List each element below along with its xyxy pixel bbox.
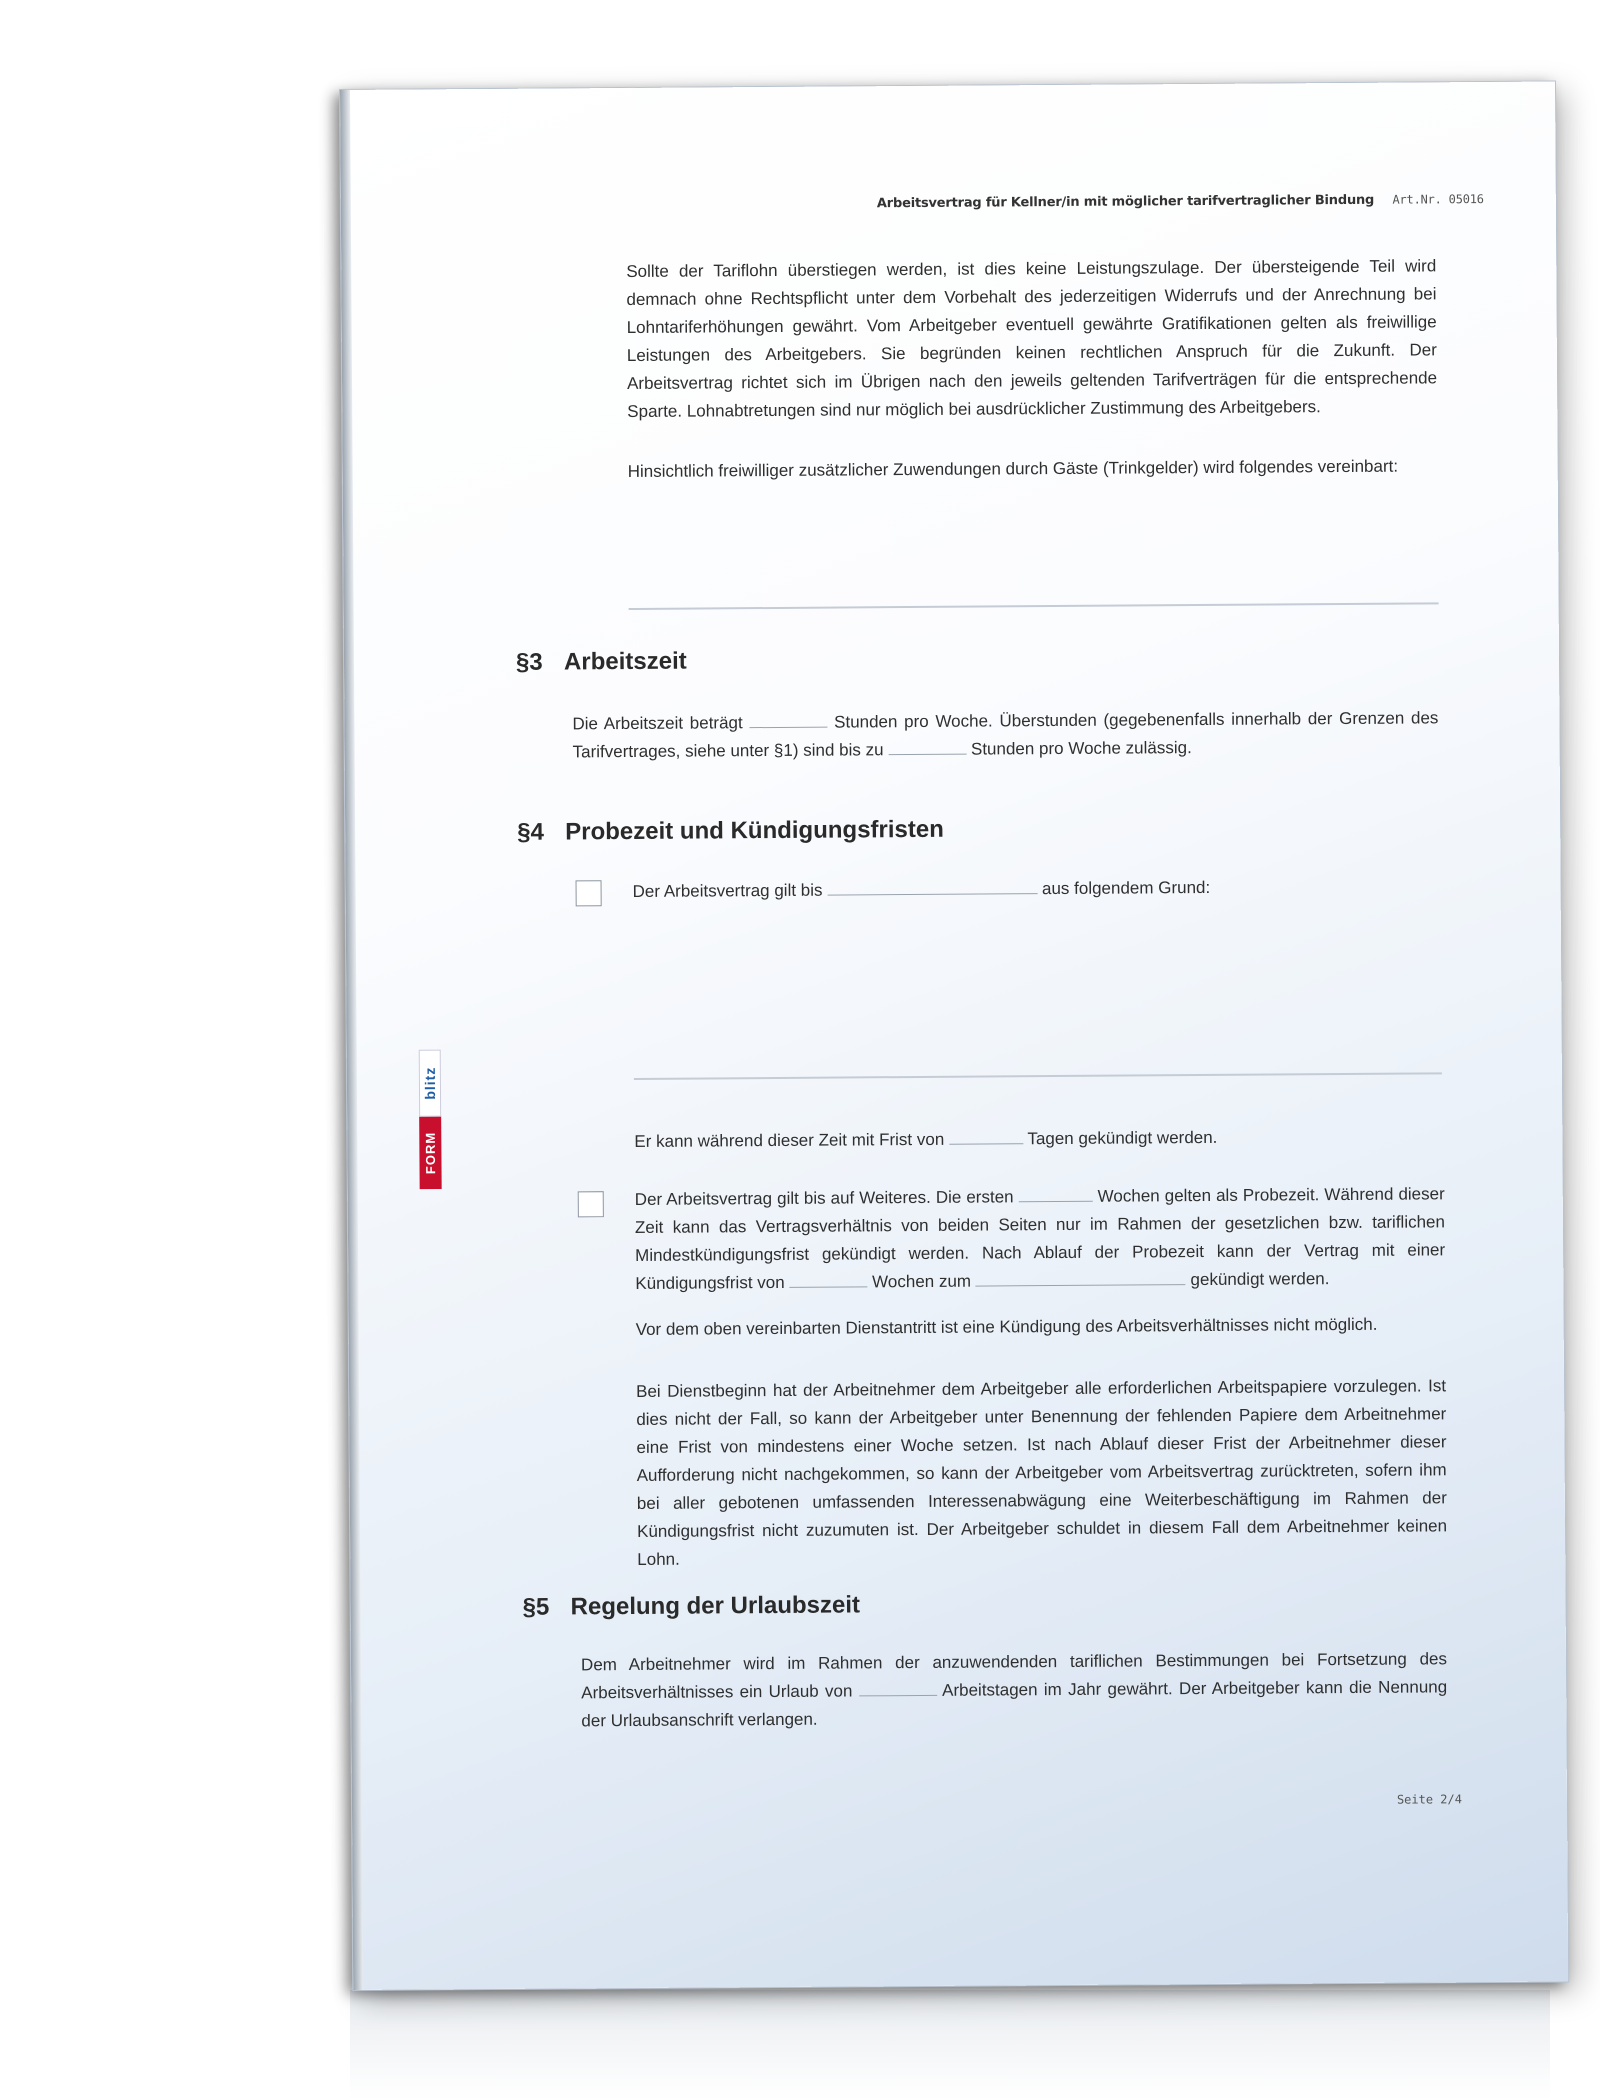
section-5-title: Regelung der Urlaubszeit [570, 1591, 861, 1621]
unbefristet-text-3: Wochen zum [872, 1271, 972, 1292]
page-header [877, 192, 1484, 211]
section-4-heading [517, 816, 944, 847]
befristet-date-field[interactable] [827, 877, 1037, 895]
hours-per-week-field[interactable] [749, 711, 827, 729]
paragraph-trinkgelder: Hinsichtlich freiwilliger zusätzlicher Zuwendungen durch Gäste (Trinkgelder) wird folgendes vereinbart: [627, 456, 1399, 482]
section-5-heading [523, 1591, 861, 1621]
page-number: Seite 2/4 [1396, 1792, 1463, 1807]
urlaub-days-field[interactable] [859, 1679, 937, 1697]
section-5-text [581, 1645, 1448, 1735]
urlaub-text-2: Arbeitstagen im Jahr gewährt. Der Arbeitgeber kann die Nennung der Urlaubsanschrift verlangen. [581, 1677, 1448, 1731]
logo-form-text: FORM [419, 1117, 442, 1190]
section-4-title: Probezeit und Kündigungsfristen [565, 815, 944, 846]
article-number: Art.Nr. 05016 [1392, 192, 1484, 207]
option-befristet-text [633, 872, 1443, 906]
option-unbefristet-checkbox[interactable] [578, 1191, 604, 1217]
paragraph-tariflohn: Sollte der Tariflohn überstiegen werden, ist dies keine Leistungszulage. Der übersteigende Teil wird demnach ohne Rechtspflicht unter dem Vorbehalt des jederzeitigen Widerrufs und der Anrechnung bei Lohntariferhöhungen gewährt. Vom Arbeitgeber eventuell gewährte Gratifikationen gelten als freiwillige Leistungen des Arbeitgebers. Sie begründen keinen rechtlichen Anspruch für die Zukunft. Der Arbeitsvertrag richtet sich im Übrigen nach den jeweils geltenden Tarifverträgen für die entsprechende Sparte. Lohnabtretungen sind nur möglich bei ausdrücklicher Zustimmung des Arbeitgebers. [626, 256, 1438, 422]
frist-text-1: Er kann während dieser Zeit mit Frist von [634, 1129, 945, 1151]
unbefristet-text-1: Der Arbeitsvertrag gilt bis auf Weiteres. Die ersten [634, 1187, 1014, 1209]
document-page [340, 82, 1568, 1990]
kuendigungsfrist-weeks-field[interactable] [789, 1270, 867, 1288]
frist-days-field[interactable] [949, 1127, 1023, 1145]
overtime-hours-field[interactable] [888, 738, 966, 756]
section-3-title: Arbeitszeit [563, 647, 687, 676]
kuendigung-zum-field[interactable] [976, 1268, 1186, 1286]
unbefristet-text-4: gekündigt werden. [1190, 1269, 1330, 1290]
option-befristet-checkbox[interactable] [576, 880, 602, 906]
document-title: Arbeitsvertrag für Kellner/in mit möglicher tarifvertraglicher Bindung [876, 192, 1375, 212]
grund-entry-line[interactable] [634, 1072, 1442, 1080]
urlaub-text-1: Dem Arbeitnehmer wird im Rahmen der anzuwendenden tariflichen Bestimmungen bei Fortsetzung des Arbeitsverhältnisses ein Urlaub von [580, 1649, 1448, 1703]
section-4-number: §4 [517, 818, 544, 846]
trinkgeld-entry-line[interactable] [629, 602, 1439, 610]
arbeitszeit-text-2: Stunden pro Woche. Überstunden (gegebenenfalls innerhalb der Grenzen des Tarifvertrages, siehe unter §1) sind bis zu [572, 708, 1439, 762]
befristet-text-1: Der Arbeitsvertrag gilt bis [632, 880, 823, 901]
page-edge [340, 90, 363, 1990]
frist-text-2: Tagen gekündigt werden. [1027, 1127, 1218, 1149]
option-unbefristet-text [635, 1180, 1446, 1298]
paragraph-dienstantritt: Vor dem oben vereinbarten Dienstantritt ist eine Kündigung des Arbeitsverhältnisses nicht möglich. [635, 1314, 1378, 1339]
frist-text [634, 1122, 1444, 1156]
section-5-number: §5 [522, 1593, 550, 1621]
arbeitszeit-text-1: Die Arbeitszeit beträgt [572, 713, 743, 734]
section-3-number: §3 [515, 648, 543, 676]
formblitz-logo [419, 1049, 442, 1189]
section-3-text [572, 704, 1438, 766]
logo-blitz-text: blitz [419, 1049, 441, 1116]
unbefristet-text-2: Wochen gelten als Probezeit. Während dieser Zeit kann das Vertragsverhältnis von beiden Seiten nur im Rahmen der gesetzlichen bzw. tariflichen Mindestkündigungsfrist gekündigt werden. Nach Ablauf der Probezeit kann der Vertrag mit einer Kündigungsfrist von [634, 1184, 1446, 1293]
section-3-heading [516, 648, 687, 677]
page-reflection [350, 1990, 1550, 2100]
arbeitszeit-text-3: Stunden pro Woche zulässig. [970, 738, 1192, 759]
probezeit-weeks-field[interactable] [1019, 1185, 1093, 1203]
paragraph-arbeitspapiere: Bei Dienstbeginn hat der Arbeitnehmer dem Arbeitgeber alle erforderlichen Arbeitspapiere vorzulegen. Ist dies nicht der Fall, so kann der Arbeitgeber unter Benennung der fehlenden Papiere dem Arbeitnehmer eine Frist von mindestens einer Woche setzen. Ist nach Ablauf dieser Frist der Arbeitnehmer dieser Aufforderung nicht nachgekommen, so kann der Arbeitgeber vom Arbeitsvertrag zurücktreten, sofern ihm bei aller gebotenen umfassenden Interessenabwägung eine Weiterbeschäftigung im Rahmen der Kündigungsfrist nicht zuzumuten ist. Der Arbeitgeber schuldet in diesem Fall dem Arbeitnehmer keinen Lohn. [636, 1376, 1448, 1569]
befristet-text-2: aus folgendem Grund: [1041, 877, 1211, 899]
